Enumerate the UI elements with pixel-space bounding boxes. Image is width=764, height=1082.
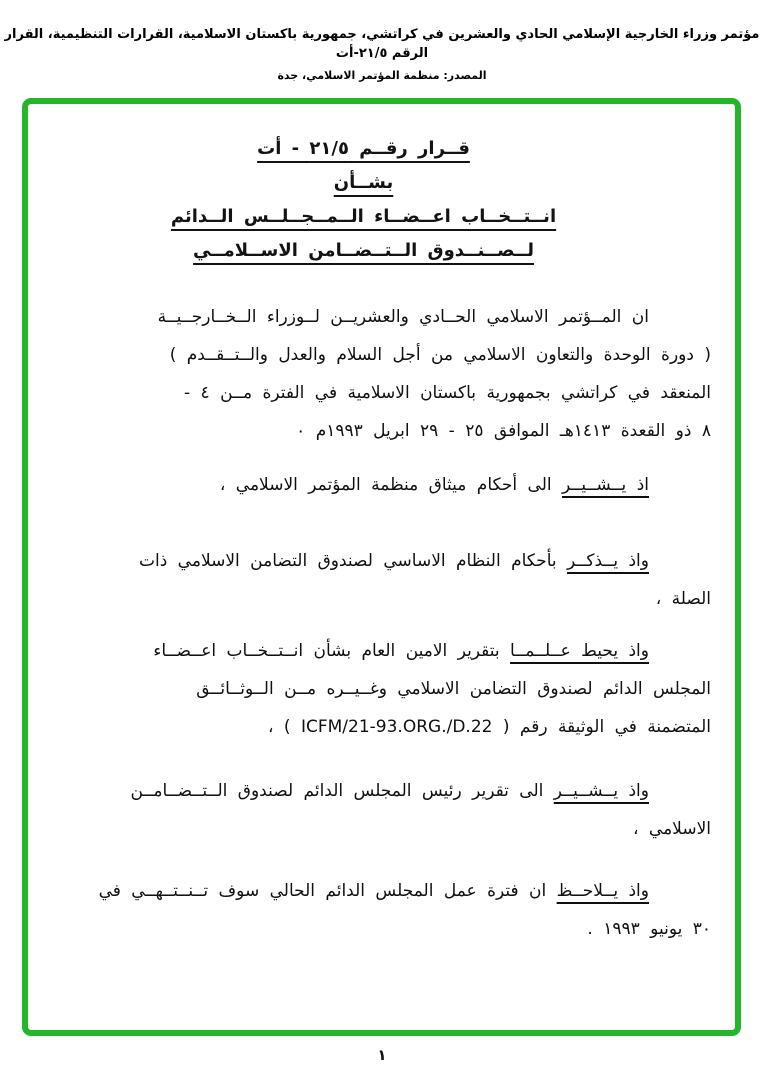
- paragraph-lead: اذ يــشــيــر: [562, 475, 649, 495]
- resolution-subject-line1: انــتــخــاب اعــضــاء الــمــجــلــس الــدائم: [170, 206, 557, 227]
- noting-term-paragraph: [72, 872, 711, 948]
- referring-report-paragraph: [72, 772, 711, 848]
- body-line: ٣٠ يونيو ١٩٩٣ .: [587, 919, 711, 939]
- recalling-statute-paragraph: [72, 542, 711, 618]
- body-line: [72, 298, 711, 336]
- resolution-subject-label: بشــأن: [333, 172, 394, 193]
- green-border-frame: [22, 98, 741, 1036]
- paragraph-text: بتقرير الامين العام بشأن انــتــخــاب اعــضــاء: [153, 641, 511, 661]
- body-line: [72, 772, 711, 810]
- body-line: الاسلامي ،: [633, 819, 711, 839]
- preamble-paragraph: [72, 298, 711, 450]
- body-line: [72, 632, 711, 670]
- body-line: [72, 872, 711, 910]
- paragraph-lead: واذ يــشــيــر: [553, 781, 649, 801]
- paragraph-lead: واذ يــلاحــظ: [556, 881, 649, 901]
- body-line: [72, 542, 711, 580]
- body-line: ( دورة الوحدة والتعاون الاسلامي من أجل السلام والعدل والــتــقــدم ): [169, 345, 711, 365]
- body-line: المنعقد في كراتشي بجمهورية باكستان الاسلامية في الفترة مــن ٤ -: [183, 383, 711, 403]
- body-line: المجلس الدائم لصندوق التضامن الاسلامي وغــيــره مــن الــوثــائــق: [196, 679, 711, 699]
- body-line: ٨ ذو القعدة ١٤١٣هـ الموافق ٢٥ - ٢٩ ابريل ١٩٩٣م ٠: [296, 421, 711, 441]
- body-line: المتضمنة في الوثيقة رقم ( ICFM/21-93.ORG./D.22 ) ،: [268, 717, 711, 737]
- taking-note-paragraph: [72, 632, 711, 746]
- document-citation: مؤتمر وزراء الخارجية الإسلامي الحادي والعشرين في كراتشي، جمهورية باكستان الاسلامية، القرارات التنظيمية، القرار الرقم ٢١/٥-أت: [4, 27, 760, 61]
- paragraph-text: ان فترة عمل المجلس الدائم الحالي سوف تــنــتــهــي في: [98, 881, 557, 901]
- document-header: [0, 0, 764, 82]
- document-source: المصدر: منظمة المؤتمر الاسلامي، جدة: [277, 68, 487, 82]
- body-line: [72, 466, 711, 504]
- body-line: الصلة ،: [655, 589, 711, 609]
- recalling-charter-paragraph: [72, 466, 711, 504]
- page-number: ١: [377, 1046, 387, 1064]
- resolution-title-block: [44, 138, 683, 262]
- resolution-number: قــرار رقــم ٢١/٥ - أت: [257, 138, 470, 159]
- paragraph-text: بأحكام النظام الاساسي لصندوق التضامن الاسلامي ذات: [138, 551, 568, 571]
- resolution-subject-line2: لــصــنــدوق الــتــضــامن الاســلامــي: [193, 240, 534, 261]
- paragraph-lead: واذ يــذكــر: [567, 551, 649, 571]
- paragraph-text: ان المــؤتمر الاسلامي الحــادي والعشريــن لــوزراء الــخــارجــيــة: [157, 307, 649, 327]
- paragraph-text: الى أحكام ميثاق منظمة المؤتمر الاسلامي ،: [219, 475, 562, 495]
- paragraph-lead: واذ يحيط عــلــمــا: [510, 641, 649, 661]
- paragraph-text: الى تقرير رئيس المجلس الدائم لصندوق الــتــضــامــن: [130, 781, 554, 801]
